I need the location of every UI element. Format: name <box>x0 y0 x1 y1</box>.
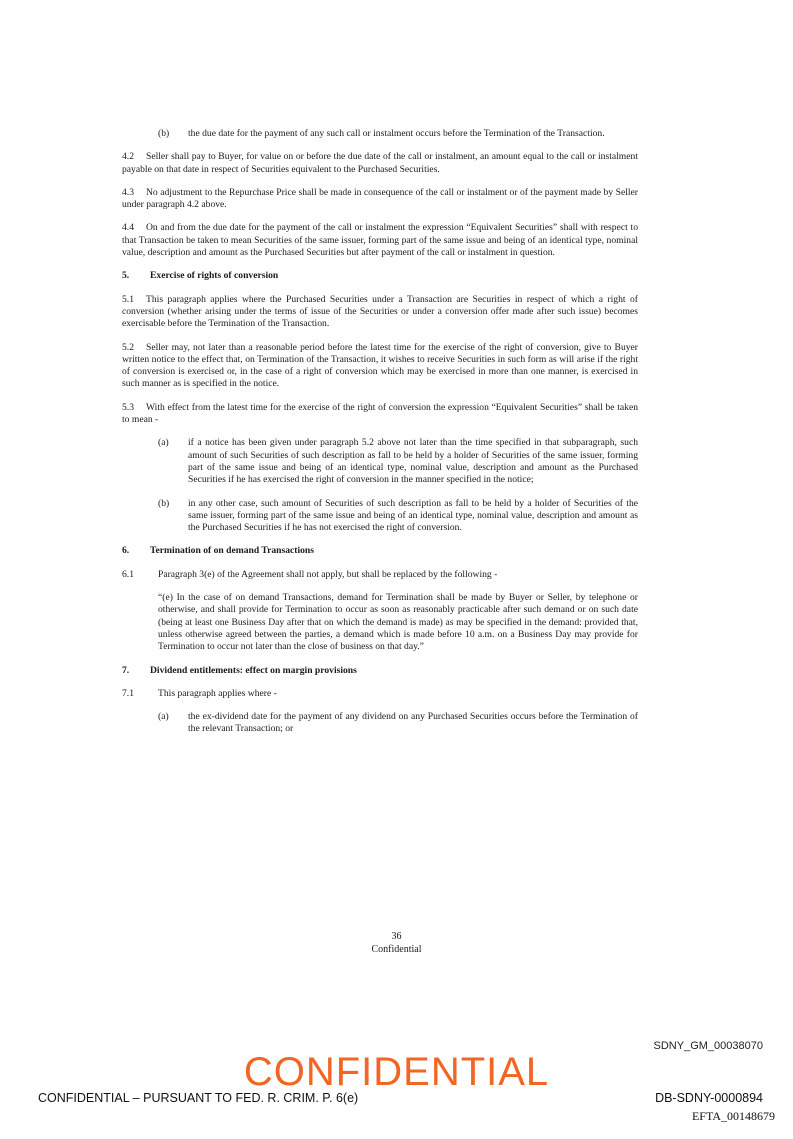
para-number: 5.2 <box>122 341 134 353</box>
section-heading-5 <box>122 270 638 282</box>
para-4-2 <box>122 151 638 176</box>
para-text: if a notice has been given under paragraph 5.2 above not later than the time specified in that subparagraph, such amount of such Securities of such description as fall to be held by a holder of Securities of the same issuer, forming part of the same issue and being of an identical type, nominal value, description and amount as the Purchased Securities if he has exercised the right of conversion in the manner specified in the notice; <box>188 437 638 486</box>
page-classification: Confidential <box>371 944 422 955</box>
para-4-3 <box>122 187 638 212</box>
section-heading-7 <box>122 665 638 677</box>
heading-number: 5. <box>122 270 130 282</box>
para-text: Paragraph 3(e) of the Agreement shall not apply, but shall be replaced by the following - <box>158 568 498 580</box>
para-text: the due date for the payment of any such call or instalment occurs before the Termination of the Transaction. <box>188 128 605 139</box>
confidential-legend: CONFIDENTIAL – PURSUANT TO FED. R. CRIM. P. 6(e) <box>38 1091 359 1105</box>
document-body <box>122 128 638 747</box>
para-5-3-a <box>122 437 638 486</box>
para-text: This paragraph applies where - <box>158 687 277 699</box>
efta-number: EFTA_00148679 <box>691 1109 775 1123</box>
para-label: (b) <box>158 128 170 139</box>
para-6-1 <box>122 569 638 581</box>
para-5-3 <box>122 402 638 427</box>
bates-number-bottom: DB-SDNY-0000894 <box>655 1091 763 1105</box>
para-5-2 <box>122 342 638 391</box>
para-5-1 <box>122 294 638 331</box>
confidential-stamp: CONFIDENTIAL <box>243 1050 550 1094</box>
para-number: 7.1 <box>122 687 134 699</box>
para-number: 4.4 <box>122 222 134 234</box>
section-heading-6 <box>122 545 638 557</box>
para-text: On and from the due date for the payment of the call or instalment the expression “Equivalent Securities” shall with respect to that Transaction be taken to mean Securities of the same issuer, forming part of the same issue and being of an identical type, nominal value, description and amount as the Purchased Securities but after payment of the call or instalment in question. <box>122 222 638 259</box>
heading-text: Exercise of rights of conversion <box>150 270 279 282</box>
page-number: 36 <box>391 931 402 942</box>
para-text: the ex-dividend date for the payment of any dividend on any Purchased Securities occurs before the Termination of the relevant Transaction; or <box>188 711 638 735</box>
heading-number: 6. <box>122 545 130 557</box>
heading-number: 7. <box>122 664 130 676</box>
heading-text: Dividend entitlements: effect on margin provisions <box>150 664 357 676</box>
para-text: No adjustment to the Repurchase Price shall be made in consequence of the call or instalment or of the payment made by Seller under paragraph 4.2 above. <box>122 186 638 211</box>
para-7-1-a <box>122 711 638 736</box>
para-text: in any other case, such amount of Securities of such description as fall to be held by a holder of Securities of the same issuer, forming part of the same issue and being of an identical type, nominal value, description and amount as the Purchased Securities if he has not exercised the right of conversion. <box>188 497 638 534</box>
para-4-4 <box>122 222 638 259</box>
para-number: 6.1 <box>122 568 134 580</box>
para-text: Seller shall pay to Buyer, for value on or before the due date of the call or instalment, an amount equal to the call or instalment payable on that date in respect of Securities equivalent to the Purchased Securities. <box>122 151 638 175</box>
para-text: With effect from the latest time for the exercise of the right of conversion the expression “Equivalent Securities” shall be taken to mean - <box>122 401 638 426</box>
para-number: 5.3 <box>122 401 134 413</box>
para-number: 5.1 <box>122 293 134 305</box>
para-text: Seller may, not later than a reasonable period before the latest time for the exercise of the right of conversion, give to Buyer written notice to the effect that, on Termination of the Transaction, it wishes to receive Securities in such form as will arise if the right of conversion is exercised or, in the case of a right of conversion which may be exercised in more than one manner, is exercised in such manner as is specified in the notice. <box>122 341 638 390</box>
quoted-clause-3e: “(e) In the case of on demand Transactions, demand for Termination shall be made by Buyer or Seller, by telephone or otherwise, and shall provide for Termination to occur as soon as reasonably practicable after such demand or on such date (being at least one Business Day after that on which the demand is made) as may be specified in the demand: provided that, unless otherwise agreed between the parties, a demand which is made before 10 a.m. on a Business Day may provide for Termination to occur not later than the close of business on that day.” <box>158 592 638 653</box>
para-label: (a) <box>158 711 169 723</box>
para-label: (a) <box>158 437 169 449</box>
para-7-1 <box>122 688 638 700</box>
para-number: 4.2 <box>122 151 134 163</box>
para-number: 4.3 <box>122 186 134 198</box>
para-5-3-b <box>122 498 638 535</box>
bates-number-top: SDNY_GM_00038070 <box>653 1040 763 1052</box>
para-text: This paragraph applies where the Purchased Securities under a Transaction are Securities in respect of which a right of conversion (whether arising under the terms of issue of the Securities or under a conversion offer made after such issue) becomes exercisable before the Termination of the Transaction. <box>122 293 638 330</box>
page-footer <box>0 930 793 956</box>
para-4-1-b <box>122 128 638 140</box>
para-label: (b) <box>158 497 170 509</box>
heading-text: Termination of on demand Transactions <box>150 545 315 557</box>
